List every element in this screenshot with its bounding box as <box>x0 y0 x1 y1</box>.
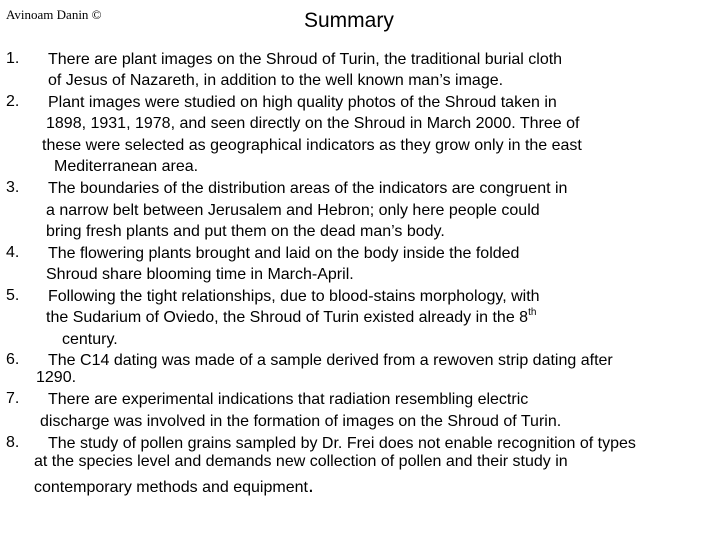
item-line: The C14 dating was made of a sample derived from a rewoven strip dating after <box>48 352 613 369</box>
item-line: of Jesus of Nazareth, in addition to the well known man’s image. <box>48 72 504 89</box>
item-number: 3. <box>6 179 20 196</box>
slide-title: Summary <box>304 9 394 32</box>
item-line: Shroud share blooming time in March-April. <box>46 266 354 283</box>
item-line: The flowering plants brought and laid on the body inside the folded <box>48 245 520 262</box>
item-line: There are plant images on the Shroud of Turin, the traditional burial cloth <box>48 51 563 68</box>
item-line: bring fresh plants and put them on the dead man’s body. <box>46 223 445 240</box>
item-line: century. <box>62 331 118 348</box>
item-number: 4. <box>6 244 20 261</box>
ordinal-superscript: th <box>528 306 537 318</box>
item-line: these were selected as geographical indicators as they grow only in the east <box>42 137 582 154</box>
item-line: 1898, 1931, 1978, and seen directly on the Shroud in March 2000. Three of <box>46 115 580 132</box>
item-number: 8. <box>6 434 20 451</box>
item-number: 5. <box>6 287 20 304</box>
item-line: Following the tight relationships, due to blood-stains morphology, with <box>48 288 540 305</box>
item-number: 7. <box>6 390 20 407</box>
author-credit: Avinoam Danin © <box>6 7 102 22</box>
item-number: 2. <box>6 93 20 110</box>
item-line: There are experimental indications that radiation resembling electric <box>48 391 529 408</box>
item-line: discharge was involved in the formation of images on the Shroud of Turin. <box>40 413 562 430</box>
item-line <box>46 308 536 327</box>
item-line: Mediterranean area. <box>54 158 199 175</box>
item-line: Plant images were studied on high quality photos of the Shroud taken in <box>48 94 557 111</box>
item-line-text: contemporary methods and equipment <box>34 479 308 496</box>
item-line: The boundaries of the distribution areas of the indicators are congruent in <box>48 180 568 197</box>
item-line: a narrow belt between Jerusalem and Hebron; only here people could <box>46 202 540 219</box>
item-number: 1. <box>6 50 20 67</box>
item-line: 1290. <box>36 369 77 386</box>
item-line <box>34 476 314 497</box>
item-line: The study of pollen grains sampled by Dr. Frei does not enable recognition of types <box>48 435 636 452</box>
item-number: 6. <box>6 351 20 368</box>
final-period: . <box>307 474 314 497</box>
item-line: at the species level and demands new collection of pollen and their study in <box>34 453 568 470</box>
item-line-text: the Sudarium of Oviedo, the Shroud of Turin existed already in the 8 <box>46 309 529 326</box>
